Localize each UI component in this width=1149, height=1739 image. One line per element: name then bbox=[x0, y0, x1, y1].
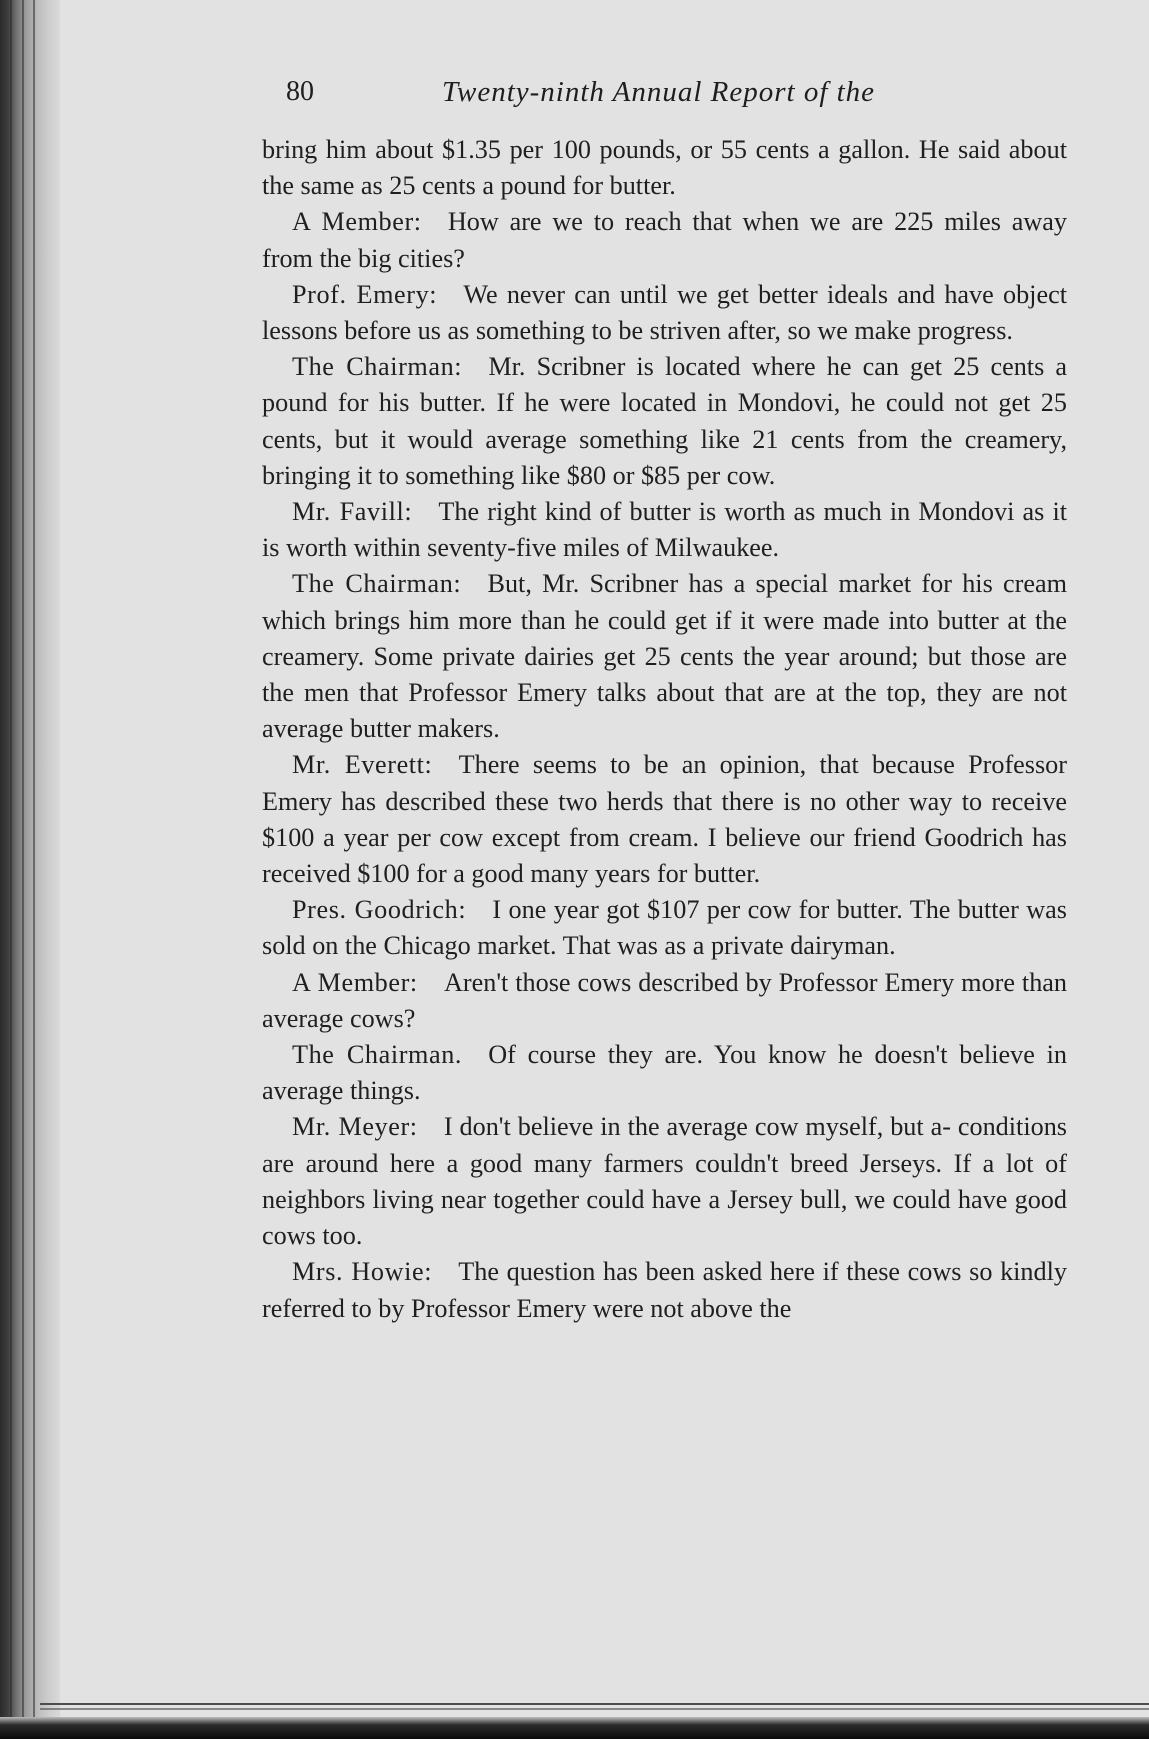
paragraph-text: Aren't those cows described by Professor Emery more than average cows? bbox=[262, 967, 1067, 1033]
speaker-name: Mr. Everett: bbox=[292, 750, 433, 780]
speaker-name: The Chairman: bbox=[292, 569, 462, 599]
speaker-name: Mr. Favill: bbox=[292, 497, 413, 527]
paragraph bbox=[262, 566, 1067, 747]
speaker-name: Prof. Emery: bbox=[292, 279, 438, 309]
paragraph bbox=[262, 1254, 1067, 1326]
speaker-name: A Member: bbox=[292, 967, 418, 997]
paragraph-text: We never can until we get better ideals and have object lessons before us as something to be striven after, so we make progress. bbox=[262, 279, 1067, 346]
page-edge-rule bbox=[40, 1703, 1149, 1705]
paragraph-text: The question has been asked here if these cows so kindly referred to by Professor Emery were not above the bbox=[262, 1257, 1067, 1323]
paragraph-text: How are we to reach that when we are 225 miles away from the big cities? bbox=[262, 207, 1067, 273]
paragraph bbox=[262, 494, 1067, 566]
binding-edge-line bbox=[10, 0, 12, 1739]
scan-bottom-edge bbox=[0, 1717, 1149, 1739]
paragraph-text: The right kind of butter is worth as much in Mondovi as it is worth within seventy-five miles of Milwaukee. bbox=[262, 497, 1068, 563]
speaker-name: A Member: bbox=[292, 207, 422, 237]
speaker-name: Mrs. Howie: bbox=[292, 1257, 433, 1287]
book-binding-shadow bbox=[0, 0, 60, 1739]
paragraph bbox=[262, 1037, 1067, 1109]
paragraph bbox=[262, 132, 1067, 204]
paragraph bbox=[262, 349, 1067, 494]
page-edge-rule bbox=[40, 1708, 1149, 1710]
paragraph bbox=[262, 747, 1067, 892]
speaker-name: Mr. Meyer: bbox=[292, 1112, 418, 1142]
speaker-name: Pres. Goodrich: bbox=[292, 895, 467, 925]
paragraph-text: There seems to be an opinion, that because Professor Emery has described these two herds that there is no other way to receive $100 a year per cow except from cream. I believe our friend Goodrich has received $100 for a good many years for butter. bbox=[262, 750, 1067, 889]
paragraph bbox=[262, 965, 1067, 1037]
paragraph-text: I one year got $107 per cow for butter. The butter was sold on the Chicago market. That was as a private dairyman. bbox=[262, 895, 1067, 961]
speaker-name: The Chairman. bbox=[292, 1040, 463, 1070]
paragraph-text: I don't believe in the average cow myself, but a- conditions are around here a good many farmers couldn't breed Jerseys. If a lot of neighbors living near together could have a Jersey bull, we could have good cows too. bbox=[262, 1112, 1067, 1251]
paragraph-text: Mr. Scribner is located where he can get 25 cents a pound for his butter. If he were located in Mondovi, he could not get 25 cents, but it would average something like 21 cents from the creamery, bringing it to something like $80 or $85 per cow. bbox=[262, 352, 1067, 490]
paragraph-text: Of course they are. You know he doesn't believe in average things. bbox=[262, 1040, 1068, 1106]
speaker-name: The Chairman: bbox=[292, 352, 463, 382]
running-head-title: Twenty-ninth Annual Report of the bbox=[442, 76, 876, 108]
paragraph bbox=[262, 277, 1067, 349]
paragraph-text: But, Mr. Scribner has a special market for his cream which brings him more than he could get if it were made into butter at the creamery. Some private dairies get 25 cents the year around; but those are the men that Professor Emery talks about that are at the top, they are not average butter makers. bbox=[262, 569, 1067, 744]
binding-edge-line bbox=[33, 0, 35, 1739]
paragraph bbox=[262, 892, 1067, 964]
body-text bbox=[262, 132, 1067, 1327]
running-head bbox=[286, 76, 926, 116]
binding-edge-line bbox=[22, 0, 24, 1739]
paragraph bbox=[262, 204, 1067, 276]
paragraph bbox=[262, 1109, 1067, 1254]
page-number: 80 bbox=[286, 76, 314, 107]
paragraph-text: bring him about $1.35 per 100 pounds, or 55 cents a gallon. He said about the same as 25 cents a pound for butter. bbox=[262, 135, 1067, 201]
